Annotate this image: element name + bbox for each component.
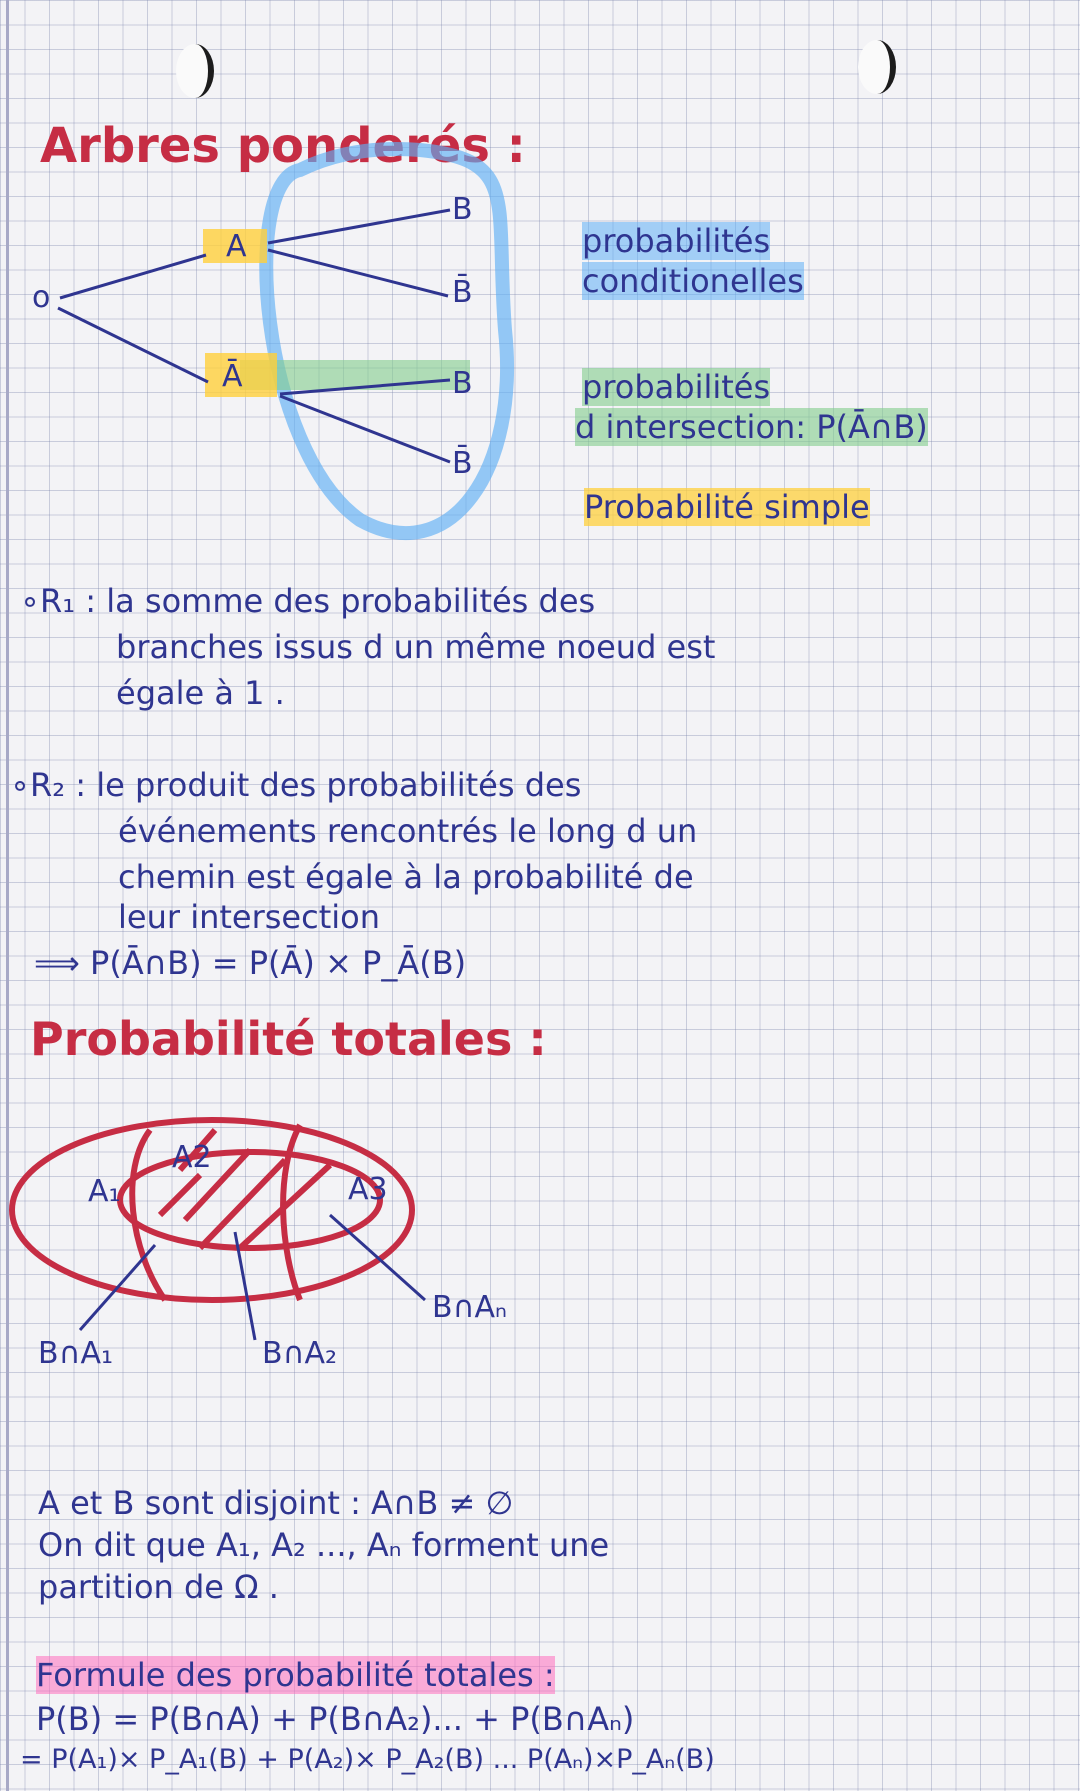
legend-intersection-line2: d intersection: P(Ā∩B) xyxy=(575,408,928,446)
label-b-an: B∩Aₙ xyxy=(432,1290,508,1325)
label-a2: A2 xyxy=(172,1140,212,1175)
tree-section-title: Arbres ponderés : xyxy=(40,118,526,174)
disjoint-line1: A et B sont disjoint : A∩B ≠ ∅ xyxy=(38,1484,514,1522)
rule-r1-line2: branches issus d un même noeud est xyxy=(116,628,716,666)
legend-simple: Probabilité simple xyxy=(584,488,870,526)
formula-line1: P(B) = P(B∩A) + P(B∩A₂)... + P(B∩Aₙ) xyxy=(36,1700,635,1738)
leaf-b-1: B xyxy=(452,192,473,227)
legend-conditional-line1: probabilités xyxy=(582,222,771,260)
leaf-b-2: B xyxy=(452,366,473,401)
label-a3: A3 xyxy=(348,1172,388,1207)
label-a1: A₁ xyxy=(88,1174,121,1209)
pointer-b-a1 xyxy=(80,1245,155,1330)
legend-intersection-line1: probabilités xyxy=(582,368,771,406)
rule-r2-formula: ⟹ P(Ā∩B) = P(Ā) × P_Ā(B) xyxy=(34,944,467,982)
leaf-b-bar-1: B̄ xyxy=(452,275,473,310)
legend-conditional-line2: conditionelles xyxy=(582,262,804,300)
rule-r1-line1: ∘R₁ : la somme des probabilités des xyxy=(20,582,596,620)
rule-r1-line3: égale à 1 . xyxy=(116,674,285,712)
disjoint-line2: On dit que A₁, A₂ ..., Aₙ forment une xyxy=(38,1526,610,1564)
rule-r2-line2: événements rencontrés le long d un xyxy=(118,812,698,850)
omega-ellipse xyxy=(12,1120,412,1300)
rule-r2-line3: chemin est égale à la probabilité de xyxy=(118,858,694,896)
node-a-bar: Ā xyxy=(222,359,243,394)
label-b-a2: B∩A₂ xyxy=(262,1336,338,1371)
disjoint-line3: partition de Ω . xyxy=(38,1568,279,1606)
formula-line2: = P(A₁)× P_A₁(B) + P(A₂)× P_A₂(B) ... P(Aₙ)×P_Aₙ(B) xyxy=(20,1744,715,1775)
node-a: A xyxy=(226,229,247,264)
rule-r2-line1: ∘R₂ : le produit des probabilités des xyxy=(10,766,582,804)
total-section-title: Probabilité totales : xyxy=(30,1012,547,1066)
formula-title: Formule des probabilité totales : xyxy=(36,1656,555,1694)
leaf-b-bar-2: B̄ xyxy=(452,446,473,481)
label-b-a1: B∩A₁ xyxy=(38,1336,114,1371)
tree-root: o xyxy=(32,280,51,315)
rule-r2-line4: leur intersection xyxy=(118,898,380,936)
